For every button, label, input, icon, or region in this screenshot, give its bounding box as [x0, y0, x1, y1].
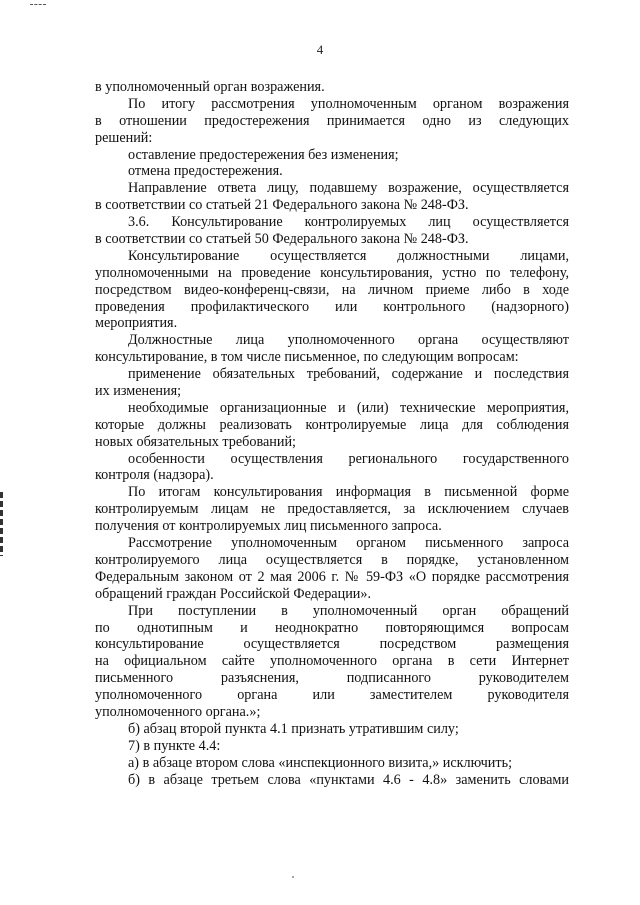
text-line: Должностные лица уполномоченного органа осуществляют — [128, 332, 569, 349]
text-line: особенности осуществления регионального государственного — [128, 450, 569, 467]
text-line: 3.6. Консультирование контролируемых лиц осуществляется — [128, 214, 569, 231]
text-line: б) абзац второй пункта 4.1 признать утратившим силу; — [128, 720, 459, 737]
scan-artifact — [292, 876, 294, 878]
text-line: Консультирование осуществляется должностными лицами, — [128, 247, 569, 264]
text-line: контролируемого лица осуществляется в порядке, установленном — [95, 551, 569, 568]
text-line: консультирование осуществляется посредством размещения — [95, 636, 569, 653]
text-line: По итогу рассмотрения уполномоченным органом возражения — [128, 95, 569, 112]
text-line: При поступлении в уполномоченный орган обращений — [128, 602, 569, 619]
text-line: получения от контролируемых лиц письменного запроса. — [95, 518, 442, 535]
text-line: решений: — [95, 129, 153, 146]
text-line: уполномоченного органа или заместителем руководителя — [95, 687, 569, 704]
document-body — [95, 79, 569, 788]
text-line: в отношении предостережения принимается одно из следующих — [95, 112, 569, 129]
text-line: в соответствии со статьей 21 Федерального закона № 248-ФЗ. — [95, 197, 469, 214]
text-line: посредством видео-конференц-связи, на личном приеме либо в ходе — [95, 281, 569, 298]
text-line: 7) в пункте 4.4: — [128, 737, 221, 754]
text-line: Рассмотрение уполномоченным органом письменного запроса — [128, 535, 569, 552]
scan-artifact — [0, 492, 3, 556]
text-line: По итогам консультирования информация в письменной форме — [128, 484, 569, 501]
text-line: отмена предостережения. — [128, 163, 283, 180]
scan-artifact — [30, 4, 46, 7]
text-line: которые должны реализовать контролируемые лица для соблюдения — [95, 416, 569, 433]
text-line: письменного разъяснения, подписанного руководителем — [95, 670, 569, 687]
text-line: контролируемым лицам не предоставляется, за исключением случаев — [95, 501, 569, 518]
text-line: уполномоченного органа.»; — [95, 703, 261, 720]
text-line: Федеральным законом от 2 мая 2006 г. № 59-ФЗ «О порядке рассмотрения — [95, 568, 569, 585]
text-line: консультирование, в том числе письменное, по следующим вопросам: — [95, 349, 519, 366]
text-line: их изменения; — [95, 383, 182, 400]
text-line: контроля (надзора). — [95, 467, 214, 484]
text-line: а) в абзаце втором слова «инспекционного визита,» исключить; — [128, 754, 513, 771]
text-line: оставление предостережения без изменения; — [128, 146, 399, 163]
text-line: на официальном сайте уполномоченного органа в сети Интернет — [95, 653, 569, 670]
text-line: б) в абзаце третьем слова «пунктами 4.6 - 4.8» заменить словами — [128, 771, 569, 788]
text-line: Направление ответа лицу, подавшему возражение, осуществляется — [128, 180, 569, 197]
page-number: 4 — [316, 42, 324, 57]
text-line: обращений граждан Российской Федерации». — [95, 585, 372, 602]
text-line: уполномоченными на проведение консультирования, устно по телефону, — [95, 264, 569, 281]
text-line: в соответствии со статьей 50 Федерального закона № 248-ФЗ. — [95, 231, 469, 248]
text-line: мероприятия. — [95, 315, 178, 332]
text-line: в уполномоченный орган возражения. — [95, 79, 325, 95]
text-line: новых обязательных требований; — [95, 433, 296, 450]
text-line: по однотипным и неоднократно повторяющимся вопросам — [95, 619, 569, 636]
text-line: необходимые организационные и (или) технические мероприятия, — [128, 399, 569, 416]
text-line: проведения профилактического или контрольного (надзорного) — [95, 298, 569, 315]
text-line: применение обязательных требований, содержание и последствия — [128, 366, 569, 383]
